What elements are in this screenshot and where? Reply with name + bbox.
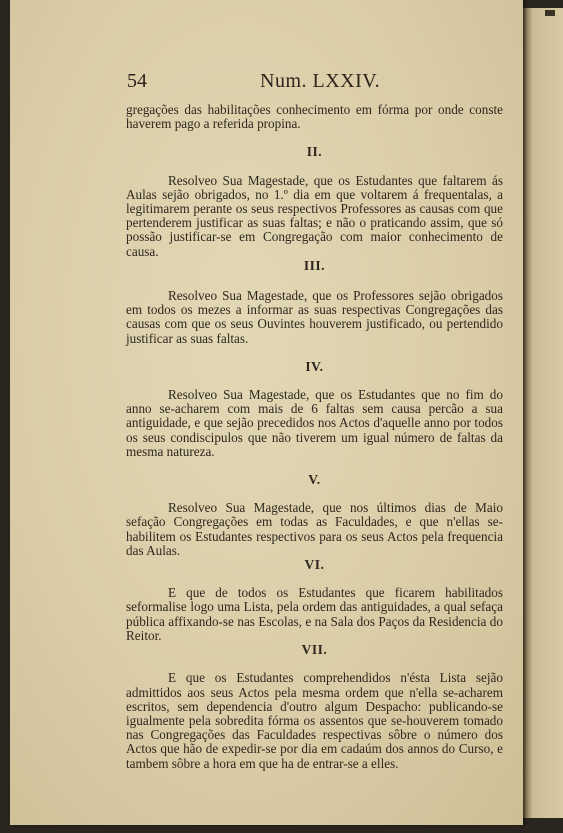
spine-mark [545, 10, 555, 16]
paragraph: gregações das habilitações conhecimento em fórma por onde conste haverem pago a referida propina. [126, 102, 503, 132]
paragraph: E que os Estudantes comprehendidos n'ésta Lista sejão admittidos aos seus Actos pela mesma ordem que n'ella se-acharem escritos, sem dependencia d'outro algum Despacho: publicando-se igualmente pela sobredita fórma os assentos que se-houverem tomado nas Congregações das Faculdades respectivas sôbre o número dos Actos que hão de expedir-se por dia em cadaúm dos annos do Curso, e tambem sôbre a hora em que ha de entrar-se a elles. [126, 670, 503, 771]
section-heading: II. [306, 144, 323, 160]
running-head: Num. LXXIV. [260, 70, 381, 92]
section-heading: IV. [305, 358, 324, 374]
body-text [126, 103, 503, 771]
paragraph: E que de todos os Estudantes que ficarem habilitados seformalise logo uma Lista, pela ordem das antiguidades, a qual sefaça pública affixando-se nas Escolas, e na Sala dos Paços da Residencia do Reitor. [126, 585, 503, 643]
page-number: 54 [127, 70, 147, 92]
section-heading: VII. [301, 642, 328, 658]
section-heading: III. [303, 257, 326, 273]
section-heading: VI. [304, 557, 325, 573]
paragraph: Resolveo Sua Magestade, que os Estudantes que faltarem ás Aulas sejão obrigados, no 1.º dia em que voltarem á frequentalas, a legitimarem perante os seus respectivos Professores as causas com que pertenderem justificar as suas faltas; e não o praticando assim, que só possão justificar-se em Congregação com maior conhecimento de causa. [126, 172, 503, 259]
paragraph: Resolveo Sua Magestade, que nos últimos dias de Maio sefação Congregações em todas as Faculdades, e que n'ellas se-habilitem os Estudantes respectivos para os seus Actos pela frequencia das Aulas. [126, 500, 503, 558]
paragraph: Resolveo Sua Magestade, que os Estudantes que no fim do anno se-acharem com mais de 6 faltas sem causa percão a sua antiguidade, e que sejão precedidos nos Actos d'aquelle anno por todos os seus condiscipulos que não tiverem um igual número de faltas da mesma natureza. [126, 387, 503, 459]
section-heading: V. [308, 472, 321, 488]
paragraph: Resolveo Sua Magestade, que os Professores sejão obrigados em todos os mezes a informar as suas respectivas Congregações das causas com que os seus Ouvintes houverem justificado, ou pertendido justificar as suas faltas. [126, 288, 503, 346]
page-header [127, 70, 507, 96]
page-edge [523, 8, 563, 818]
